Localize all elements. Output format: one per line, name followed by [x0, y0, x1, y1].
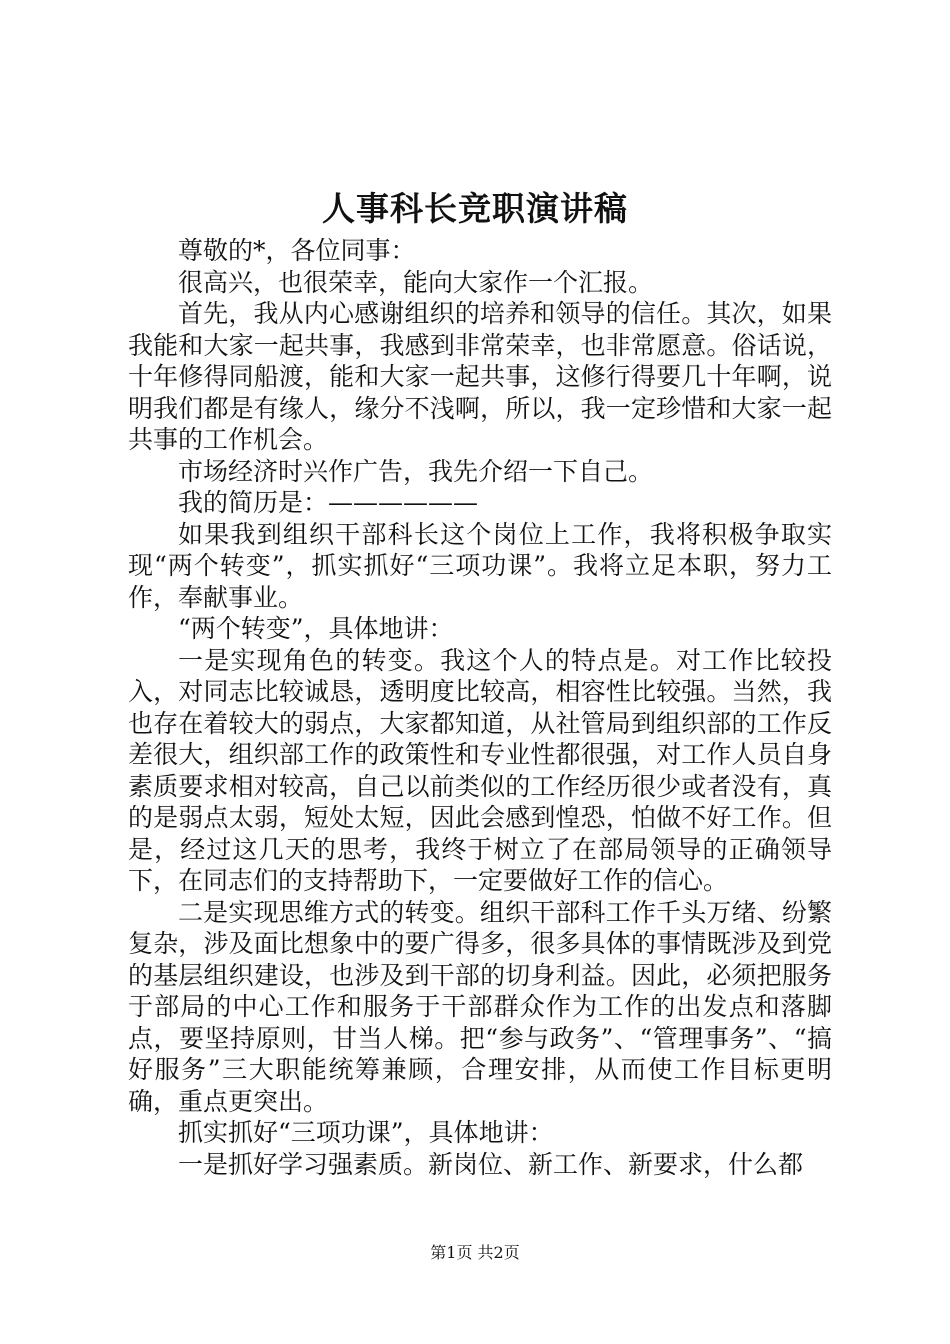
paragraph: 我的简历是：——————: [178, 488, 479, 517]
document-title: 人事科长竞职演讲稿: [322, 189, 628, 228]
document-body: [128, 235, 832, 1180]
paragraph: 二是实现思维方式的转变。组织干部科工作千头万绪、纷繁复杂，涉及面比想象中的要广得多，很多具体的事情既涉及到党的基层组织建设，也涉及到干部的切身利益。因此，必须把服务于部局的中心工作和服务于干部群众作为工作的出发点和落脚点，要坚持原则，甘当人梯。把“参与政务”、“管理事务”、“搞好服务”三大职能统筹兼顾，合理安排，从而使工作目标更明确，重点更突出。: [128, 897, 832, 1116]
page-footer: 第1页 共2页: [430, 1243, 520, 1262]
paragraph: 市场经济时兴作广告，我先介绍一下自己。: [178, 456, 654, 486]
paragraph: 一是实现角色的转变。我这个人的特点是。对工作比较投入，对同志比较诚恳，透明度比较高，相容性比较强。当然，我也存在着较大的弱点，大家都知道，从社管局到组织部的工作反差很大，组织部工作的政策性和专业性都很强，对工作人员自身素质要求相对较高，自己以前类似的工作经历很少或者没有，真的是弱点太弱，短处太短，因此会感到惶恐，怕做不好工作。但是，经过这几天的思考，我终于树立了在部局领导的正确领导下，在同志们的支持帮助下，一定要做好工作的信心。: [128, 645, 832, 895]
paragraph: 首先，我从内心感谢组织的培养和领导的信任。其次，如果我能和大家一起共事，我感到非常荣幸，也非常愿意。俗话说，十年修得同船渡，能和大家一起共事，这修行得要几十年啊，说明我们都是有缘人，缘分不浅啊，所以，我一定珍惜和大家一起共事的工作机会。: [128, 299, 832, 454]
paragraph: 尊敬的*，各位同事：: [178, 236, 416, 265]
paragraph: 很高兴，也很荣幸，能向大家作一个汇报。: [178, 267, 654, 297]
paragraph: 一是抓好学习强素质。新岗位、新工作、新要求，什么都: [178, 1149, 804, 1179]
paragraph: 如果我到组织干部科长这个岗位上工作，我将积极争取实现“两个转变”，抓实抓好“三项功课”。我将立足本职，努力工作，奉献事业。: [128, 519, 832, 612]
paragraph: 抓实抓好“三项功课”，具体地讲：: [178, 1118, 554, 1147]
paragraph: “两个转变”，具体地讲：: [178, 614, 454, 643]
